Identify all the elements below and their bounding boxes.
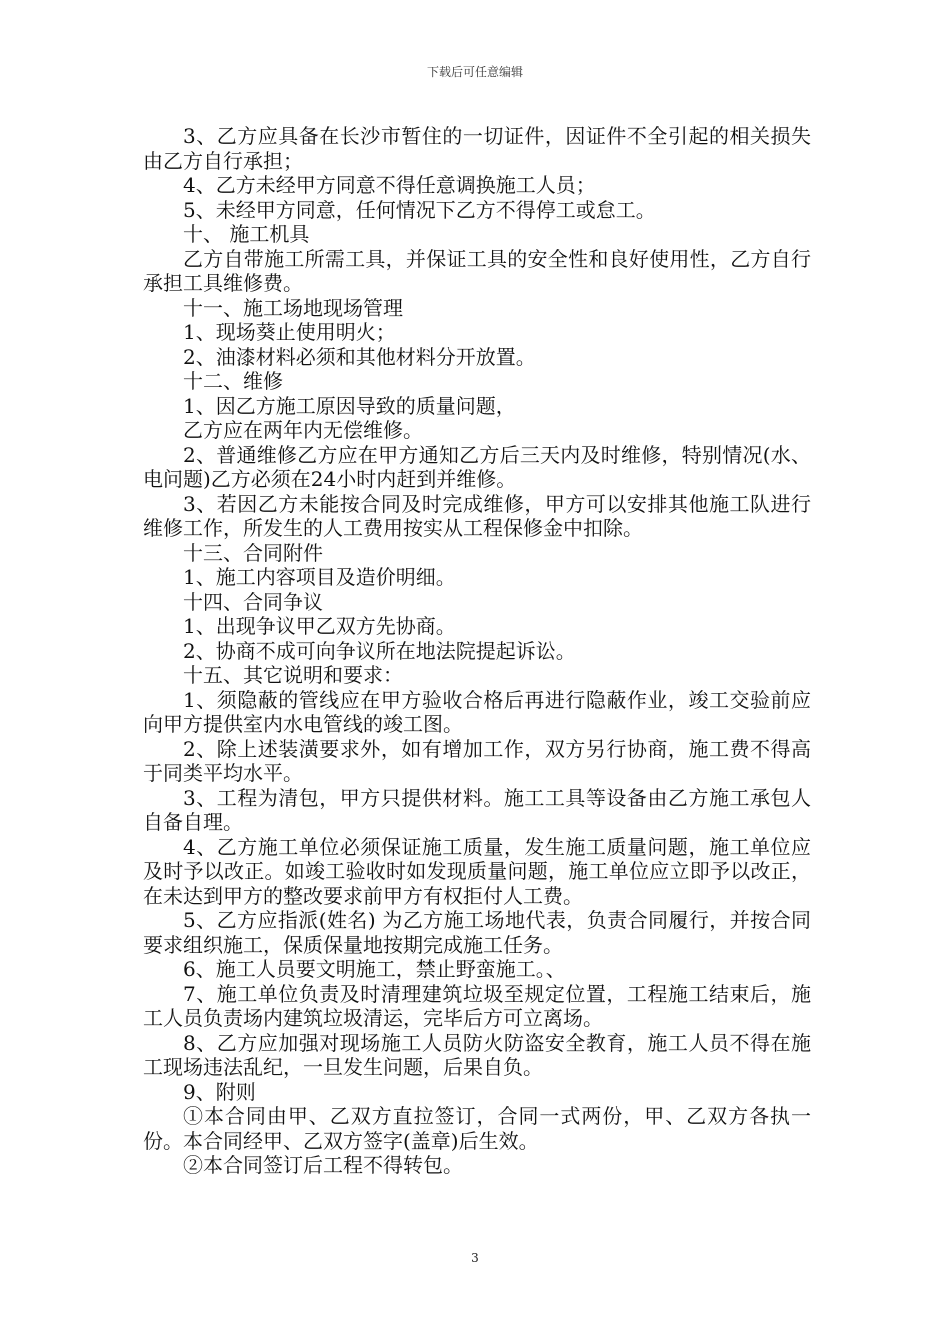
- paragraph-clause-5: 5、未经甲方同意，任何情况下乙方不得停工或怠工。: [183, 197, 656, 222]
- paragraph-other-2: 2、除上述装潢要求外，如有增加工作，双方另行协商，施工费不得高于同类平均水平。: [143, 736, 811, 785]
- paragraph-other-6: 6、施工人员要文明施工，禁止野蛮施工。、: [183, 957, 566, 981]
- paragraph-maintenance-2: 2、普通维修乙方应在甲方通知乙方后三天内及时维修，特别情况(水、电问题)乙方必须在24小时内赶到并维修。: [143, 442, 811, 491]
- paragraph-maintenance-1a: 1、因乙方施工原因导致的质量问题，: [183, 393, 516, 418]
- paragraph-other-3: 3、工程为清包，甲方只提供材料。施工工具等设备由乙方施工承包人自备自理。: [143, 785, 811, 834]
- section-heading-maintenance: 十二、维修: [183, 369, 283, 393]
- paragraph-appendix-2: ②本合同签订后工程不得转包。: [183, 1153, 463, 1177]
- section-heading-tools: 十、 施工机具: [183, 222, 310, 246]
- paragraph-disputes-2: 2、协商不成可向争议所在地法院提起诉讼。: [183, 638, 576, 663]
- paragraph-other-4: 4、乙方施工单位必须保证施工质量，发生施工质量问题，施工单位应及时予以改正。如竣工验收时如发现质量问题，施工单位应立即予以改正，在未达到甲方的整改要求前甲方有权拒付人工费。: [143, 834, 811, 908]
- paragraph-maintenance-3: 3、若因乙方未能按合同及时完成维修，甲方可以安排其他施工队进行维修工作，所发生的人工费用按实从工程保修金中扣除。: [143, 491, 811, 540]
- paragraph-appendix-1: ①本合同由甲、乙双方直拉签订，合同一式两份，甲、乙双方各执一份。本合同经甲、乙双方签字(盖章)后生效。: [143, 1104, 811, 1153]
- section-heading-disputes: 十四、合同争议: [183, 589, 323, 614]
- paragraph-disputes-1: 1、出现争议甲乙双方先协商。: [183, 614, 456, 638]
- section-heading-attachments: 十三、合同附件: [183, 540, 323, 565]
- paragraph-site-2: 2、油漆材料必须和其他材料分开放置。: [183, 344, 536, 369]
- paragraph-tools: 乙方自带施工所需工具，并保证工具的安全性和良好使用性，乙方自行承担工具维修费。: [143, 246, 811, 295]
- section-heading-other: 十五、其它说明和要求：: [183, 663, 403, 687]
- paragraph-other-5: 5、乙方应指派(姓名) 为乙方施工场地代表，负责合同履行，并按合同要求组织施工，保质保量地按期完成施工任务。: [143, 908, 811, 957]
- paragraph-clause-4: 4、乙方未经甲方同意不得任意调换施工人员；: [183, 173, 596, 197]
- paragraph-maintenance-1b: 乙方应在两年内无偿维修。: [183, 418, 423, 442]
- paragraph-other-8: 8、乙方应加强对现场施工人员防火防盗安全教育，施工人员不得在施工现场违法乱纪，一旦发生问题，后果自负。: [143, 1030, 811, 1079]
- paragraph-clause-3: 3、乙方应具备在长沙市暂住的一切证件，因证件不全引起的相关损失由乙方自行承担；: [143, 124, 811, 173]
- page-number: 3: [471, 1251, 479, 1265]
- section-heading-site-management: 十一、施工场地现场管理: [183, 295, 403, 320]
- paragraph-other-1: 1、须隐蔽的管线应在甲方验收合格后再进行隐蔽作业，竣工交验前应向甲方提供室内水电管线的竣工图。: [143, 687, 811, 736]
- paragraph-site-1: 1、现场葵止使用明火；: [183, 320, 396, 344]
- contract-body: [143, 124, 811, 1178]
- paragraph-attachments-1: 1、施工内容项目及造价明细。: [183, 565, 456, 589]
- section-heading-appendix: 9、附则: [183, 1079, 256, 1104]
- page-header: 下载后可任意编辑: [426, 65, 523, 79]
- paragraph-other-7: 7、施工单位负责及时清理建筑垃圾至规定位置，工程施工结束后，施工人员负责场内建筑垃圾清运，完毕后方可立离场。: [143, 981, 811, 1030]
